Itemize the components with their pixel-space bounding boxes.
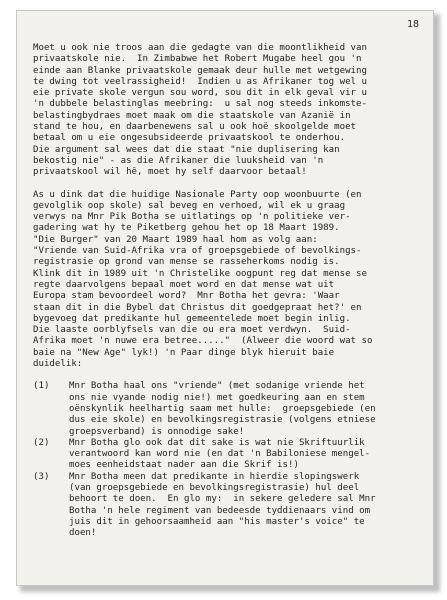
text-line: Afrika moet 'n nuwe era betree....." (Alweer die woord wat so (33, 336, 373, 347)
text-line: moes eenheidstaat nader aan die Skrif is!) (69, 460, 299, 471)
text-line: Mnr Botha meen dat predikante in hierdie slopingswerk (69, 471, 360, 482)
text-line: Botha 'n hele regiment van bedeesde tyddienaars vind om (69, 505, 371, 516)
paragraph-spacer (33, 179, 425, 190)
text-line: oënskynlik heelhartig saam met hulle: groepsgebiede (en (69, 403, 376, 414)
text-line: doen! (69, 528, 97, 539)
text-line: regte daarvolgens bepaal moet word en dat mense wat uit (33, 279, 335, 290)
list-item-number: (2) (33, 437, 50, 448)
list-item (33, 381, 425, 437)
paragraph-2 (33, 190, 425, 371)
text-line: gevolglik oop skole) sal beveg en verhoed, wil ek u graag (33, 200, 346, 211)
text-line: Moet u ook nie troos aan die gedagte van die moontlikheid van (33, 43, 367, 53)
text-line: bygevoeg dat predikante hul gemeentelede moet begin inlig. (33, 313, 351, 324)
text-line: Europa stam bevoordeel word? Mnr Botha het gevra: 'Waar (33, 291, 340, 302)
paragraph-1 (33, 43, 425, 179)
text-line: gadering wat hy te Piketberg gehou het op 18 Maart 1989. (33, 223, 340, 234)
text-line: baie na "New Age" lyk!) 'n Paar dinge blyk hieruit baie (33, 347, 335, 358)
text-line: ons nie vyande nodig nie!) met goedkeuring aan en stem (69, 392, 365, 403)
text-line: "Vriende van Suid-Afrika vra of groepsgebiede of bevolkings- (33, 246, 362, 257)
list-item-text (69, 438, 425, 472)
text-line: eie private skole vergun sou word, sou dit in elk geval vir u (33, 88, 367, 99)
text-line: "Die Burger" van 20 Maart 1989 haal hom as volg aan: (33, 234, 318, 245)
list-item-number: (1) (33, 381, 50, 392)
text-line: Klink dit in 1989 uit 'n Christelike oogpunt reg dat mense se (33, 268, 367, 279)
text-line: Mnr Botha haal ons "vriende" (met sodanige vriende het (69, 381, 365, 392)
list-item (33, 438, 425, 472)
text-line: privaatskool wil hê, moet hy self daarvoor betaal! (33, 167, 307, 178)
text-line: duidelik: (33, 359, 83, 370)
text-line: staan dit in die Bybel dat Christus dit goedgepraat het?' en (33, 302, 362, 313)
document-body (33, 43, 425, 539)
text-line: dus eie skole) en bevolkingsregistrasie (volgens etniese (69, 415, 376, 426)
text-line: te dwing tot veelrassigheid! Indien u as Afrikaner tog wel u (33, 76, 367, 87)
text-line: verwys na Mnr Pik Botha se uitlatings op 'n politieke ver- (33, 212, 351, 223)
page-number: 18 (406, 19, 419, 30)
list-item (33, 472, 425, 540)
text-line: juis dit in gehoorsaamheid aan "his master's voice" te (69, 516, 365, 527)
text-line: registrasie op grond van mense se rasseherkoms nodig is. (33, 257, 340, 268)
document-page (16, 10, 434, 586)
text-line: (van groepsgebiede en bevolkingsregistrasie) hul deel (69, 482, 360, 493)
text-line: einde aan Blanke privaatskole gemaak deur hulle met wetgewing (33, 65, 367, 76)
text-line: Die laaste oorblyfsels van die ou era moet verdwyn. Suid- (33, 325, 351, 336)
numbered-list (33, 381, 425, 539)
text-line: bekostig nie" - as die Afrikaner die luuksheid van 'n (33, 155, 324, 166)
paragraph-spacer (33, 370, 425, 381)
list-item-number: (3) (33, 471, 50, 482)
list-item-text (69, 472, 425, 540)
text-line: privaatskole nie. In Zimbabwe het Robert Mugabe heel gou 'n (33, 54, 362, 65)
text-line: stand te hou, en daarbenewens sal u ook hoë skoolgelde moet (33, 122, 357, 133)
text-line: As u dink dat die huidige Nasionale Party oop woonbuurte (en (33, 189, 362, 200)
text-line: 'n dubbele belastinglas meebring: u sal nog steeds inkomste- (33, 99, 367, 110)
text-line: Die argument sal wees dat die staat "nie duplisering kan (33, 144, 340, 155)
text-line: belastingbydraes moet maak om die staatskole van Azanië in (33, 110, 351, 121)
text-line: groepsverband) is onnodige sake! (69, 426, 245, 437)
list-item-text (69, 381, 425, 437)
text-line: betaal om u eie ongesubsideerde privaatskool te onderhou. (33, 133, 346, 144)
text-line: verantwoord kan word nie (en dat 'n Babiloniese mengel- (69, 449, 371, 460)
text-line: Mnr Botha glo ook dat dit sake is wat nie Skriftuurlik (69, 437, 365, 448)
text-line: behoort te doen. En glo my: in sekere geledere sal Mnr (69, 494, 376, 505)
